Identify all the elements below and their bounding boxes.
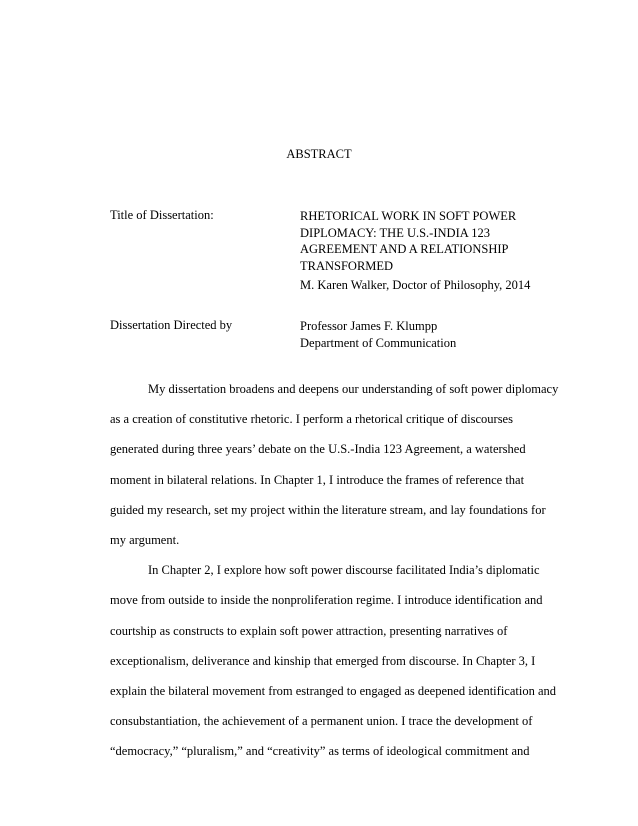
paragraph-line: guided my research, set my project within the literature stream, and lay foundations for — [110, 502, 546, 517]
paragraph-line: In Chapter 2, I explore how soft power discourse facilitated India’s diplomatic — [148, 563, 540, 578]
author-degree-line: M. Karen Walker, Doctor of Philosophy, 2014 — [300, 278, 531, 292]
paragraph-line: generated during three years’ debate on the U.S.-India 123 Agreement, a watershed — [110, 442, 526, 457]
paragraph-line: as a creation of constitutive rhetoric. I perform a rhetorical critique of discourses — [110, 412, 513, 427]
paragraph-line: my argument. — [110, 533, 180, 548]
title-line: DIPLOMACY: THE U.S.-INDIA 123 — [300, 225, 490, 240]
title-value — [300, 208, 560, 274]
director-department: Department of Communication — [300, 335, 457, 350]
paragraph-line: explain the bilateral movement from estranged to engaged as deepened identification and — [110, 684, 557, 699]
director-label: Dissertation Directed by — [110, 318, 233, 332]
abstract-heading: ABSTRACT — [286, 147, 352, 161]
title-label: Title of Dissertation: — [110, 208, 214, 222]
title-line: TRANSFORMED — [300, 258, 394, 273]
director-value — [300, 318, 560, 351]
title-line: RHETORICAL WORK IN SOFT POWER — [300, 209, 517, 223]
paragraph-line: moment in bilateral relations. In Chapter 1, I introduce the frames of reference that — [110, 472, 525, 487]
title-line: AGREEMENT AND A RELATIONSHIP — [300, 242, 509, 256]
paragraph-line: consubstantiation, the achievement of a permanent union. I trace the development of — [110, 714, 533, 729]
paragraph-line: My dissertation broadens and deepens our understanding of soft power diplomacy — [148, 382, 559, 396]
paragraph-line: courtship as constructs to explain soft power attraction, presenting narratives of — [110, 623, 508, 638]
paragraph-line: exceptionalism, deliverance and kinship that emerged from discourse. In Chapter 3, I — [110, 653, 536, 668]
paragraph-line: “democracy,” “pluralism,” and “creativity” as terms of ideological commitment and — [110, 744, 530, 759]
abstract-body — [110, 374, 559, 767]
director-name: Professor James F. Klumpp — [300, 319, 438, 333]
paragraph-line: move from outside to inside the nonproliferation regime. I introduce identification and — [110, 593, 543, 608]
